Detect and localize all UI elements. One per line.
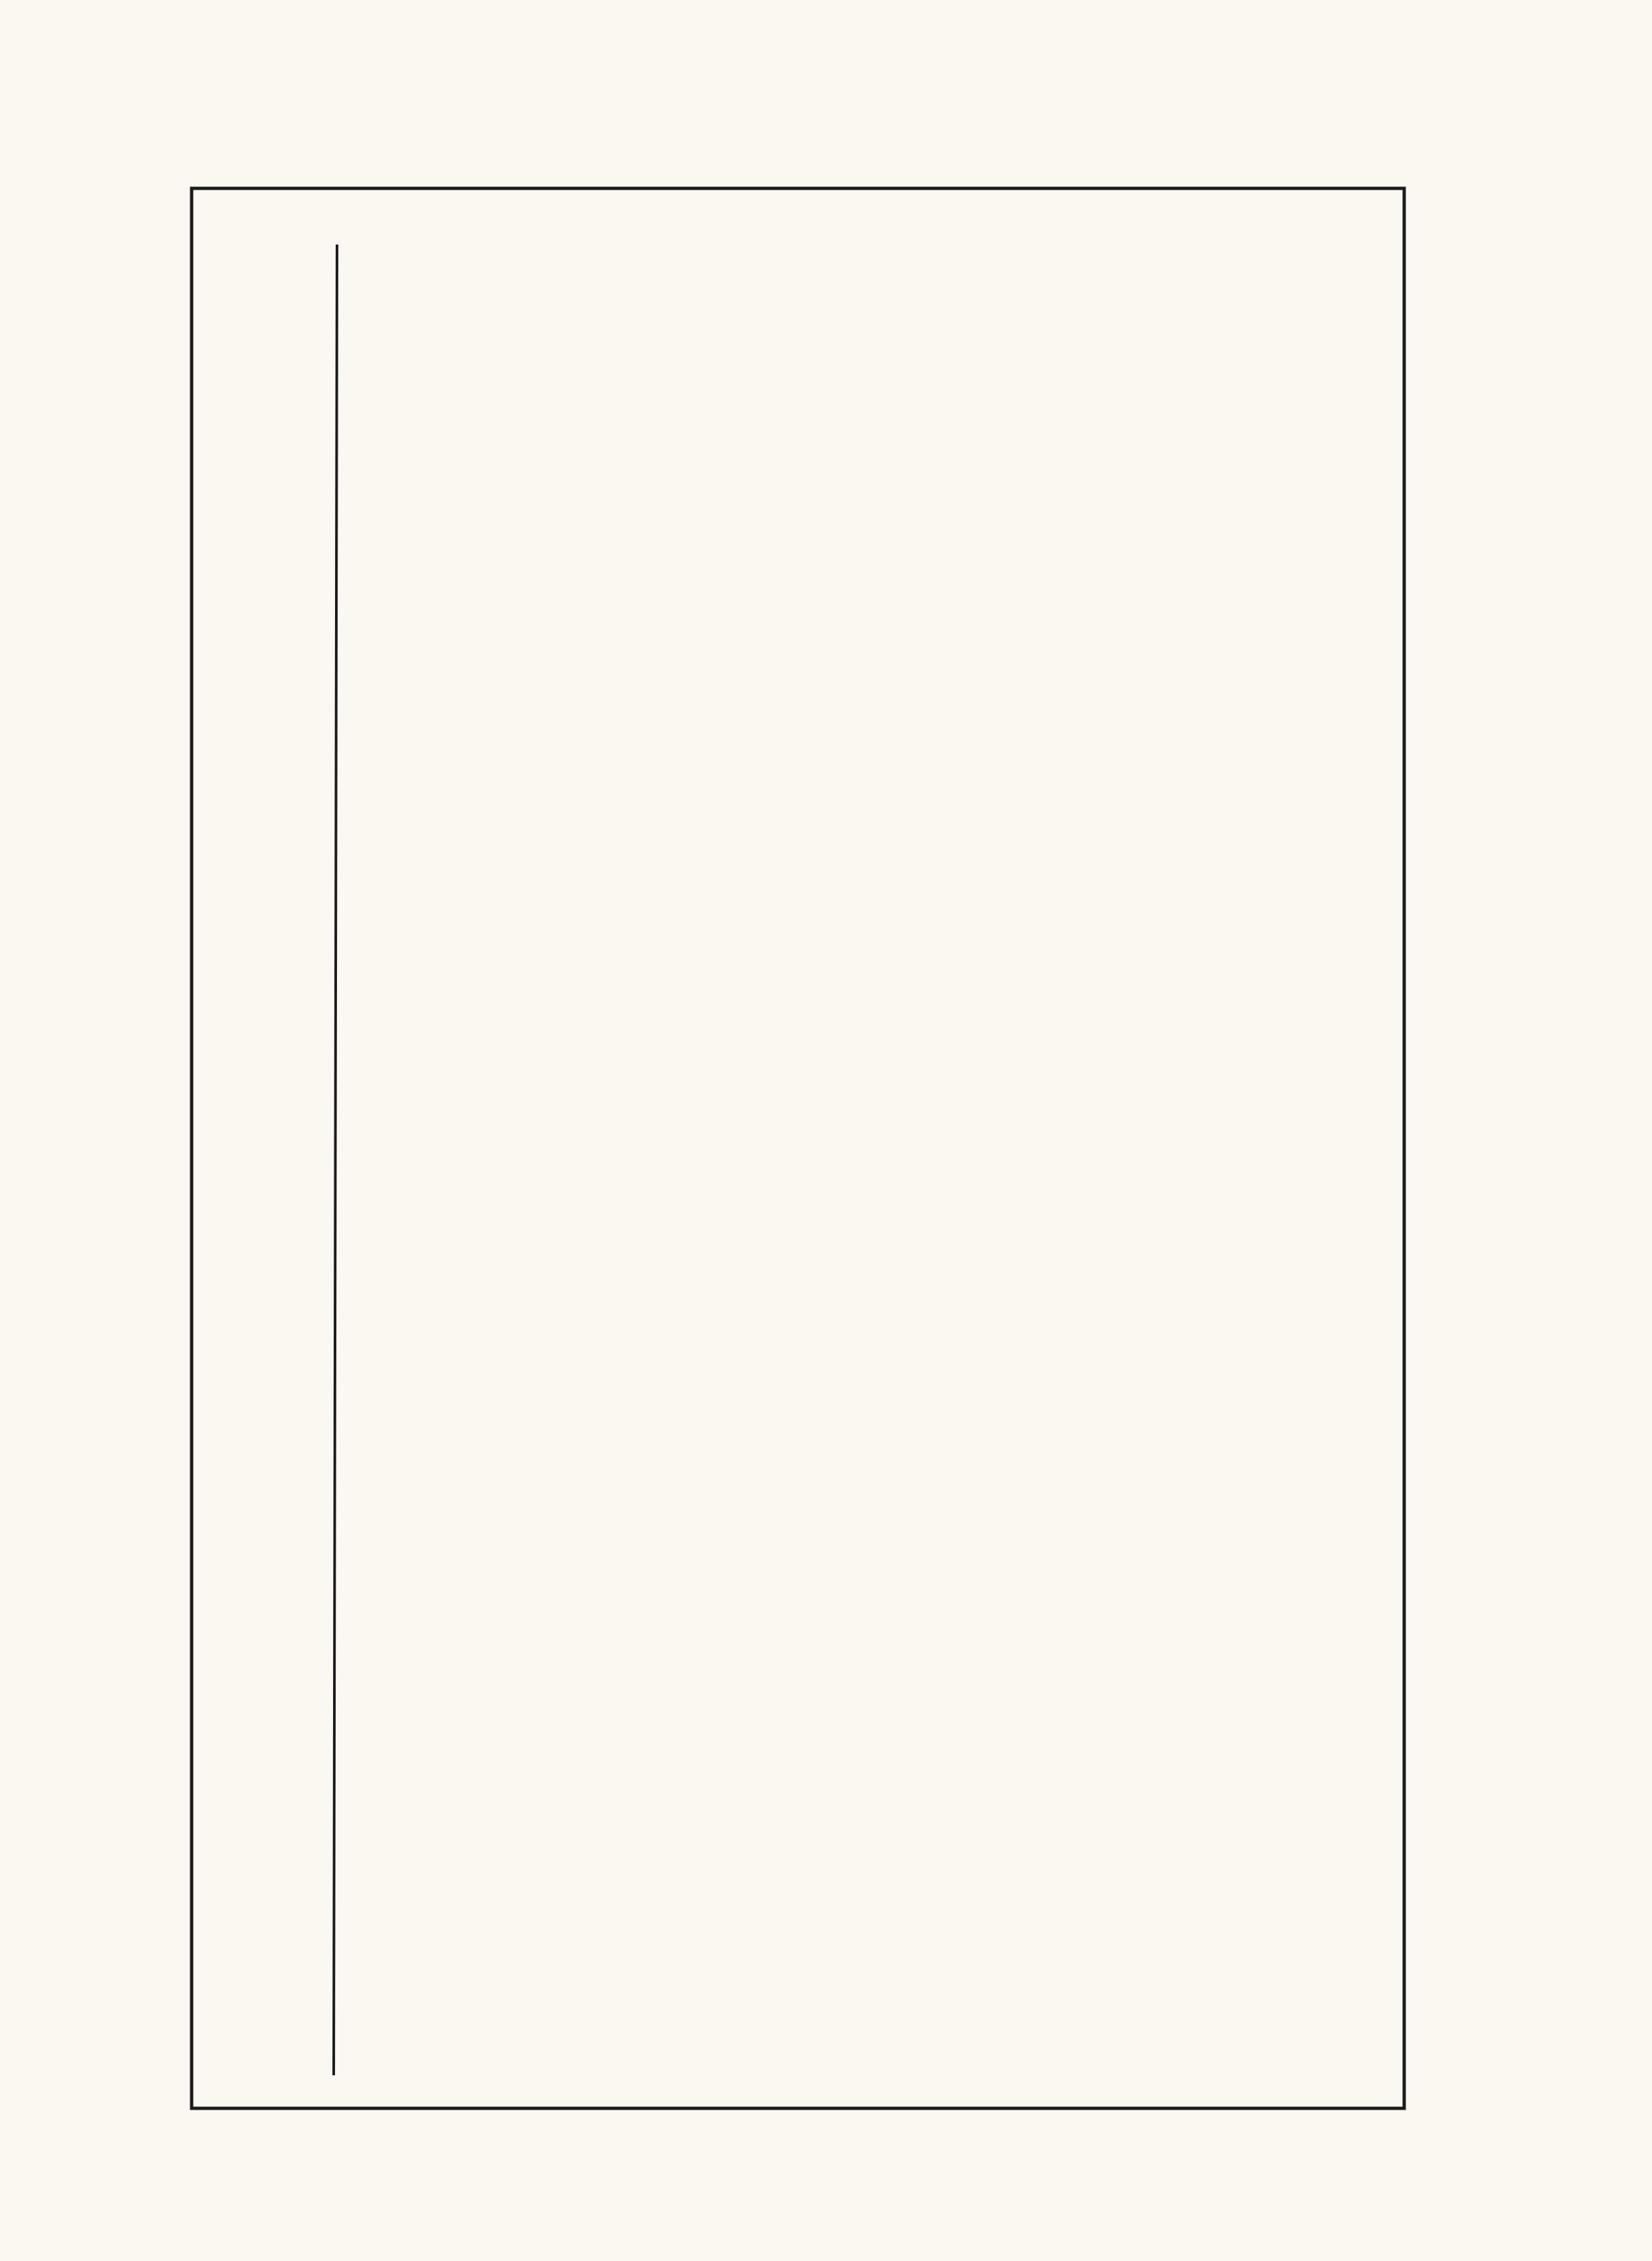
- stripe-column-divider: [334, 245, 337, 2075]
- inner-frame: [192, 188, 1404, 2108]
